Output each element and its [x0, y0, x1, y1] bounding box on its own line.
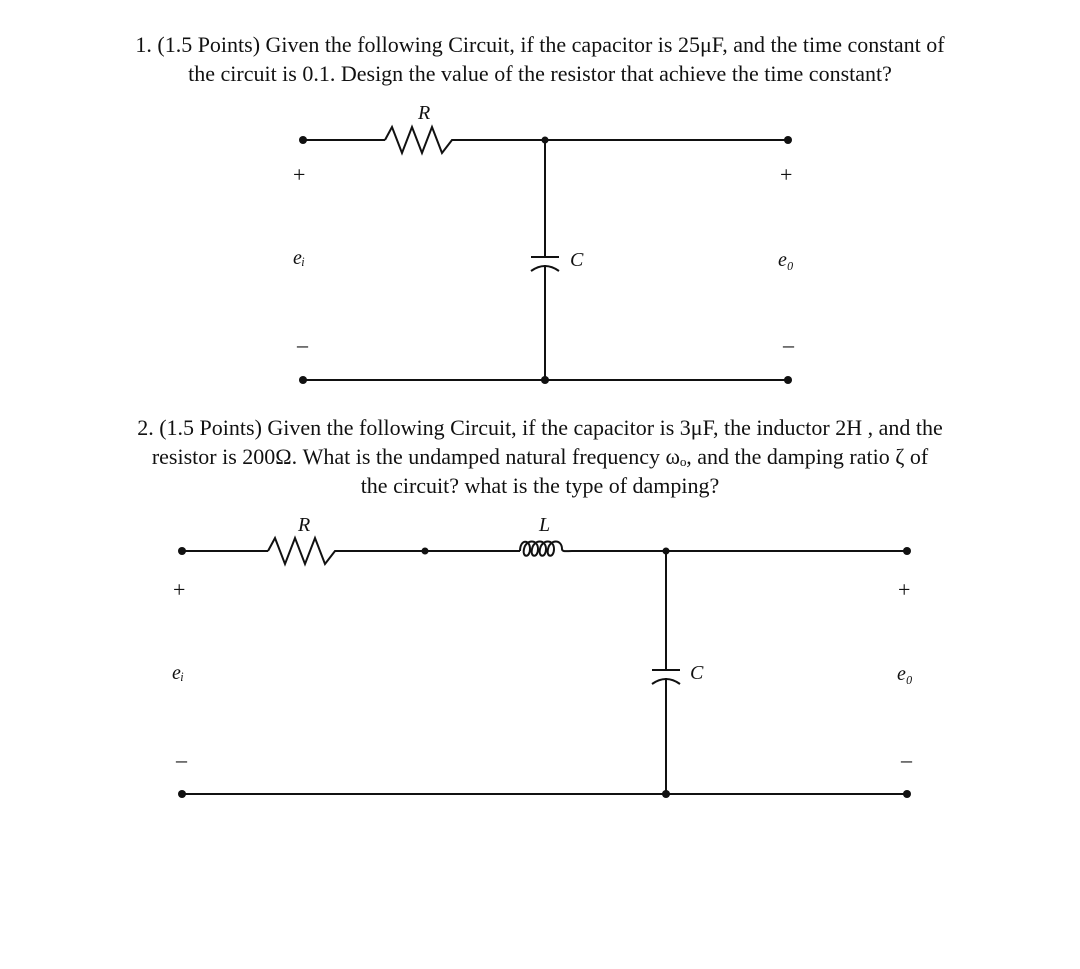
p2-input-plus: + — [173, 577, 186, 602]
p2-junction-resistor-inductor — [422, 548, 429, 555]
p2-output-voltage-label: e₀ — [897, 663, 913, 685]
p2-input-voltage-label: eᵢ — [172, 662, 185, 684]
p2-resistor — [268, 538, 345, 564]
p1-output-minus: – — [783, 332, 794, 357]
p2-output-plus: + — [898, 577, 911, 602]
p1-output-voltage-label: e₀ — [778, 249, 794, 271]
problem-1-line-2: the circuit is 0.1. Design the value of the resistor that achieve the time constant? — [188, 61, 892, 86]
p1-input-minus: – — [297, 332, 308, 357]
p2-capacitor-label: C — [690, 662, 704, 684]
problem-2-line-2: resistor is 200Ω. What is the undamped natural frequency ωₒ, and the damping ratio ζ of — [151, 444, 929, 469]
p2-resistor-label: R — [298, 514, 311, 536]
p1-input-voltage-label: eᵢ — [293, 247, 306, 269]
p2-inductor-label: L — [539, 514, 551, 536]
p2-inductor — [520, 542, 572, 556]
problem-2-line-1: 2. (1.5 Points) Given the following Circuit, if the capacitor is 3μF, the inductor 2H , and the — [137, 415, 943, 440]
p2-junction-top — [663, 548, 670, 555]
problem-1-line-1: 1. (1.5 Points) Given the following Circuit, if the capacitor is 25μF, and the time constant of — [135, 32, 945, 57]
p2-input-terminal-bottom — [178, 790, 186, 798]
p2-junction-bottom — [662, 790, 670, 798]
p2-input-minus: – — [176, 747, 187, 772]
p2-output-minus: – — [901, 747, 912, 772]
p1-capacitor-label: C — [570, 249, 584, 271]
p2-input-terminal-top — [178, 547, 186, 555]
p2-output-terminal-bottom — [903, 790, 911, 798]
p1-input-plus: + — [293, 162, 306, 187]
problem-2-line-3: the circuit? what is the type of damping? — [360, 473, 720, 498]
p1-resistor-label: R — [418, 102, 431, 124]
p2-output-terminal-top — [903, 547, 911, 555]
p1-output-plus: + — [780, 162, 793, 187]
